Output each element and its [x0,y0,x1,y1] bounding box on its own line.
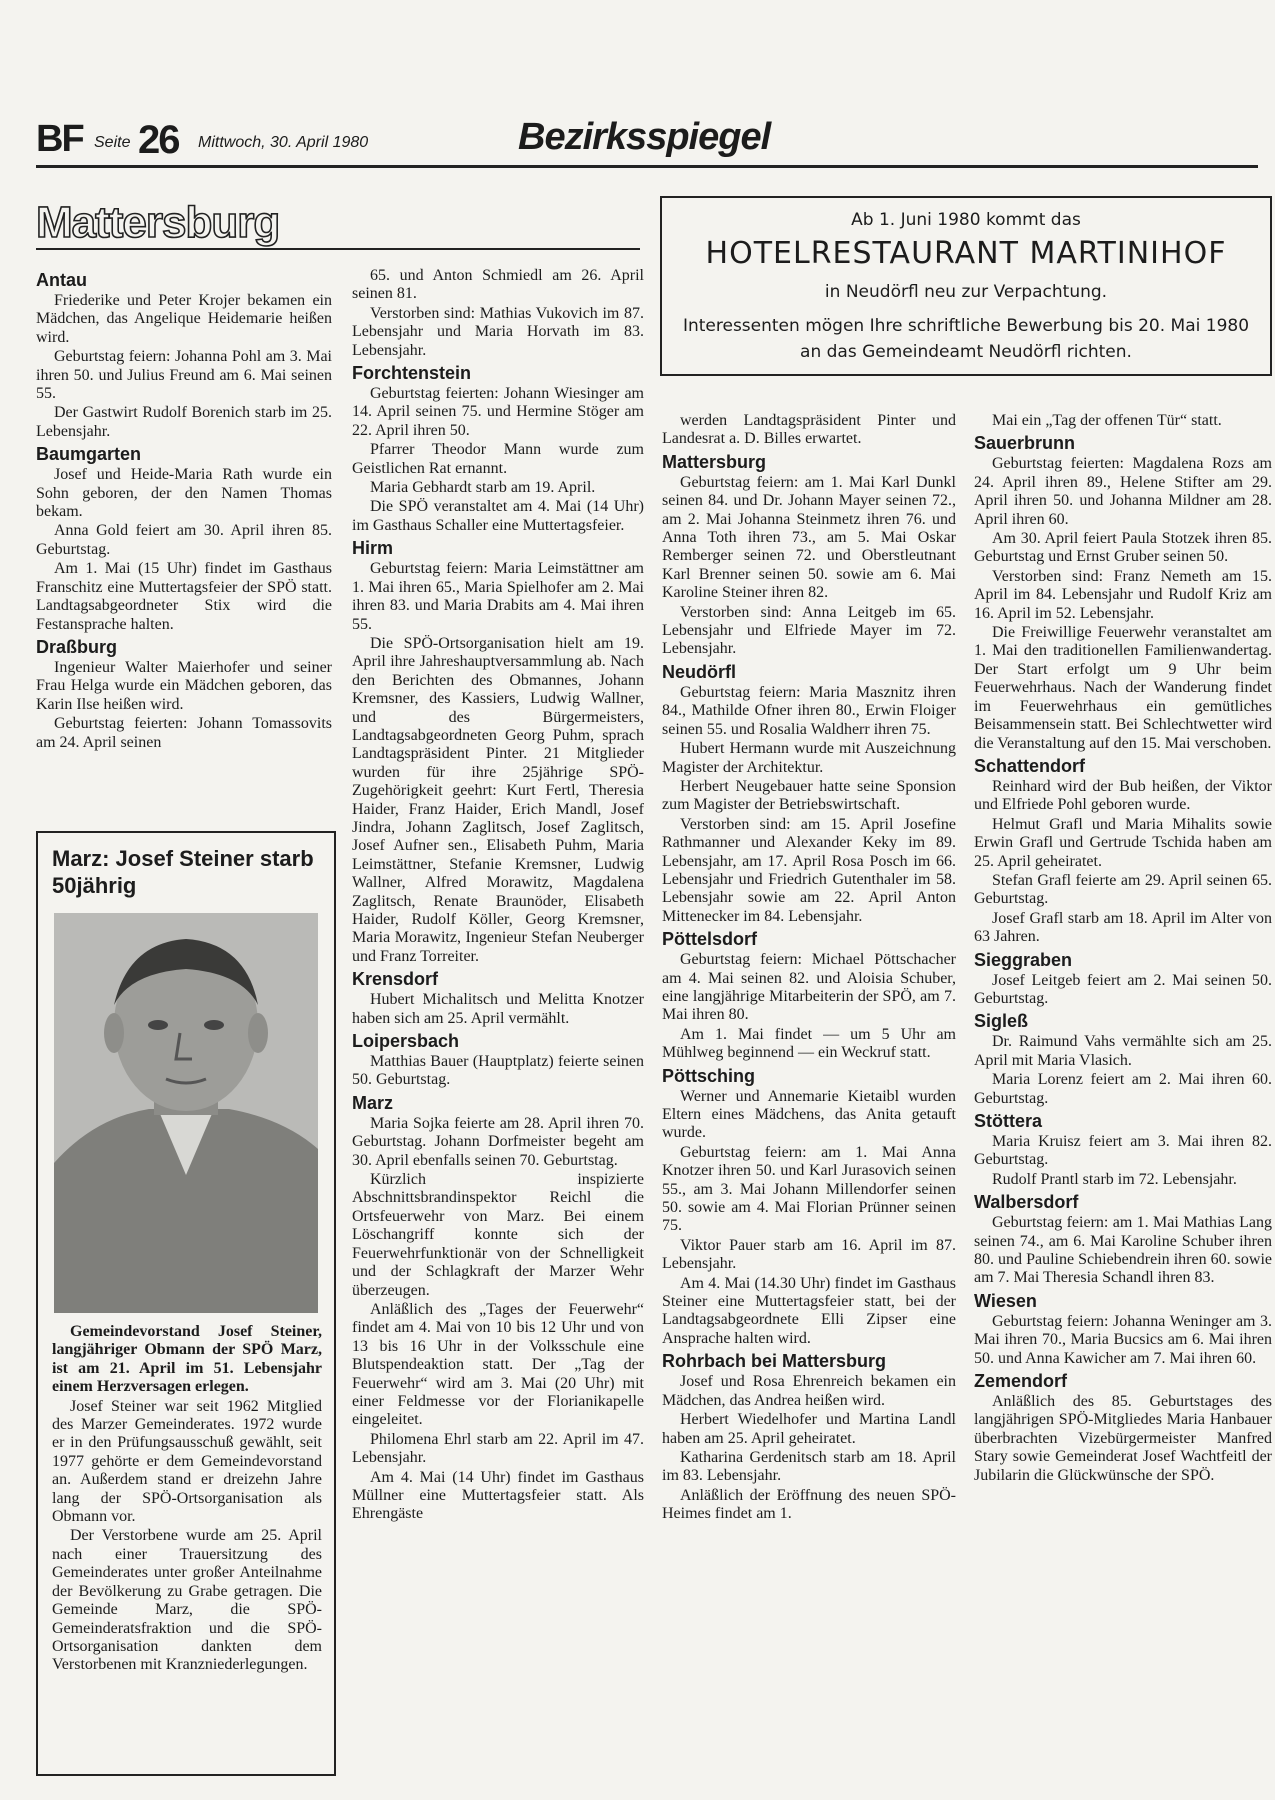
news-item: Josef Grafl starb am 18. April im Alter von 63 Jahren. [974,909,1272,946]
news-item: Geburtstag feiern: Michael Pöttschacher am 4. Mai seinen 82. und Aloisia Schuber, eine langjährige Mitarbeiterin der SPÖ, am 7. Mai ihren 80. [662,951,956,1024]
obituary-lead: Gemeindevorstand Josef Steiner, langjähriger Obmann der SPÖ Marz, ist am 21. April im 51. Lebensjahr einem Herzversagen erlegen. [52,1323,322,1396]
news-item: werden Landtagspräsident Pinter und Landesrat a. D. Billes erwartet. [662,412,956,448]
place-heading: Hirm [352,538,394,559]
news-item: Werner und Annemarie Kietaibl wurden Eltern eines Mädchens, das Anita getauft wurde. [662,1087,956,1142]
section-title: Bezirksspiegel [518,116,771,158]
news-item: Philomena Ehrl starb am 22. April im 47. Lebensjahr. [352,1430,644,1467]
news-item: Am 30. April feiert Paula Stotzek ihren 85. Geburtstag und Ernst Gruber seinen 50. [974,530,1272,566]
news-item: Verstorben sind: Franz Nemeth am 15. April im 84. Lebensjahr und Rudolf Kriz am 16. April im 52. Lebensjahr. [974,567,1272,622]
news-item: Herbert Wiedelhofer und Martina Landl haben am 25. April geheiratet. [662,1411,956,1447]
issue-date: Mittwoch, 30. April 1980 [198,134,369,151]
news-item: Stefan Grafl feierte am 29. April seinen 65. Geburtstag. [974,871,1272,908]
ad-line-3: in Neudörfl neu zur Verpachtung. [824,282,1108,302]
news-item: Die SPÖ-Ortsorganisation hielt am 19. April ihre Jahreshauptversammlung ab. Nach den Berichten des Obmannes, Johann Kremsner, des Kassiers, Ludwig Wallner, und des Bürgermeisters, Landtagsabgeordneten Georg Puhm, sprach Landtagspräsident Pinter. 21 Mitglieder wurden für ihre 25jährige SPÖ-Zugehörigkeit geehrt: Kurt Fertl, Theresia Haider, Franz Haider, Erich Mandl, Josef Jindra, Johann Zaglitsch, Josef Zaglitsch, Josef Aufner sen., Elisabeth Puhm, Maria Leimstättner, Stefanie Kremsner, Ludwig Wallner, Alfred Morawitz, Magdalena Zaglitsch, Renate Braunöder, Elisabeth Haider, Rudolf Köller, Georg Kremsner, Maria Morawitz, Ingenieur Stefan Neuberger und Franz Torreiter. [352,634,644,965]
place-heading: Forchtenstein [352,363,472,384]
news-item: Katharina Gerdenitsch starb am 18. April im 83. Lebensjahr. [662,1448,956,1485]
news-item: Herbert Neugebauer hatte seine Sponsion zum Magister der Betriebswirtschaft. [662,777,956,814]
hotel-advertisement [660,196,1272,376]
news-item: Kürzlich inspizierte Abschnittsbrandinspektor Reichl die Ortsfeuerwehr von Marz. Bei einem Löschangriff konnte sich der Feuerwehrfunktionär von der Schnelligkeit und der Schlagkraft der Marzer Wehr überzeugen. [352,1171,644,1299]
ad-line-5: an das Gemeindeamt Neudörfl richten. [800,342,1132,362]
portrait-image [54,913,318,1313]
news-item: Geburtstag feiern: Johanna Weninger am 3. Mai ihren 70., Maria Bucsics am 6. Mai ihren 50. und Anna Kawicher am 7. Mai ihren 60. [974,1312,1272,1367]
masthead-rule [36,248,640,250]
obituary-headline: Marz: Josef Steiner starb 50jährig [52,846,314,898]
news-item: Die SPÖ veranstaltet am 4. Mai (14 Uhr) im Gasthaus Schaller eine Muttertagsfeier. [352,498,644,534]
news-item: Josef Steiner war seit 1962 Mitglied des Marzer Gemeinderates. 1972 wurde er in den Prüfungsausschuß gewählt, seit 1977 gehörte er dem Gemeindevorstand an. Außerdem stand er dreizehn Jahre lang der SPÖ-Ortsorganisation als Obmann vor. [52,1397,322,1526]
news-item: Friederike und Peter Krojer bekamen ein Mädchen, das Angelique Heidemarie heißen wird. [36,292,332,346]
news-item: Geburtstag feierten: Johann Wiesinger am 14. April seinen 75. und Hermine Stöger am 22. April ihren 50. [352,385,644,439]
district-title: Mattersburg [36,198,280,247]
place-heading: Draßburg [36,636,117,657]
place-heading: Zemendorf [974,1371,1068,1392]
news-item: Geburtstag feiern: Maria Leimstättner am 1. Mai ihren 65., Maria Spielhofer am 2. Mai ihren 83. und Maria Drabits am 4. Mai ihren 55. [352,560,644,633]
news-item: Hubert Michalitsch und Melitta Knotzer haben sich am 25. April vermählt. [352,991,644,1027]
news-item: Geburtstag feierten: Magdalena Rozs am 24. April ihren 89., Helene Stifter am 29. April ihren 50. und Johanna Mildner am 28. April ihren 60. [974,455,1272,528]
place-heading: Baumgarten [36,444,142,465]
place-heading: Antau [36,270,87,290]
news-item: Dr. Raimund Vahs vermählte sich am 25. April mit Maria Vlasich. [974,1033,1272,1069]
ad-line-4: Interessenten mögen Ihre schriftliche Bewerbung bis 20. Mai 1980 [682,316,1250,336]
news-item: Helmut Grafl und Maria Mihalits sowie Erwin Grafl und Gertrude Tschida haben am 25. April geheiratet. [974,815,1272,870]
news-item: Am 1. Mai (15 Uhr) findet im Gasthaus Franschitz eine Muttertagsfeier der SPÖ statt. Landtagsabgeordneter Stix wird die Festansprache halten. [36,560,332,633]
news-item: Matthias Bauer (Hauptplatz) feierte seinen 50. Geburtstag. [352,1053,644,1089]
page-label: Seite [94,134,131,151]
column-2 [352,267,644,1525]
news-item: Geburtstag feiern: Maria Masznitz ihren 84., Mathilde Ofner ihren 80., Erwin Floiger seinen 55. und Rosalia Waldherr ihren 75. [662,683,956,738]
place-heading: Walbersdorf [974,1192,1079,1213]
news-item: Am 1. Mai findet — um 5 Uhr am Mühlweg beginnend — ein Weckruf statt. [662,1025,956,1062]
news-item: Anläßlich des „Tages der Feuerwehr“ findet am 4. Mai von 10 bis 12 Uhr und von 13 bis 16 Uhr in der Volksschule eine Blutspendeaktion statt. Der „Tag der Feuerwehr“ wird am 3. Mai (20 Uhr) mit einer Feldmesse vor der Florianikapelle eingeleitet. [352,1300,644,1429]
news-item: Anläßlich des 85. Geburtstages des langjährigen SPÖ-Mitgliedes Maria Hanbauer überbrachten Vizebürgermeister Manfred Stary sowie Gemeinderat Josef Wachtfeitl der Jubilarin die Glückwünsche der SPÖ. [974,1393,1272,1484]
news-item: Josef und Heide-Maria Rath wurde ein Sohn geboren, der den Namen Thomas bekam. [36,466,332,521]
news-item: Verstorben sind: Anna Leitgeb im 65. Lebensjahr und Elfriede Mayer im 72. Lebensjahr. [662,603,956,658]
news-item: Die Freiwillige Feuerwehr veranstaltet am 1. Mai den traditionellen Familienwandertag. Der Start erfolgt um 9 Uhr beim Feuerwehrhaus. Nach der Wanderung findet im Feuerwehrhaus ein gemütliches Beisammensein statt. Bei Schlechtwetter wird die Veranstaltung auf den 15. Mai verschoben. [974,624,1272,752]
news-item: Maria Lorenz feiert am 2. Mai ihren 60. Geburtstag. [974,1071,1272,1107]
ad-hotel-name: HOTELRESTAURANT MARTINIHOF [705,236,1227,271]
news-item: Am 4. Mai (14 Uhr) findet im Gasthaus Müllner eine Muttertagsfeier statt. Als Ehrengäste [352,1468,644,1523]
place-heading: Schattendorf [974,755,1086,776]
page-number: 26 [138,118,179,162]
news-item: Reinhard wird der Bub heißen, der Viktor und Elfriede Pohl geboren wurde. [974,777,1272,814]
news-item: Verstorben sind: Mathias Vukovich im 87. Lebensjahr und Maria Horvath im 83. Lebensjahr. [352,304,644,359]
news-item: Verstorben sind: am 15. April Josefine Rathmanner und Alexander Keky im 89. Lebensjahr, am 17. April Rosa Posch im 66. Lebensjahr und Friedrich Gutenthaler im 58. Lebensjahr sowie am 22. April Anton Mittenecker im 84. Lebensjahr. [662,815,956,925]
news-item: Josef Leitgeb feiert am 2. Mai seinen 50. Geburtstag. [974,971,1272,1007]
newspaper-logo: BF [36,118,83,160]
news-item: Viktor Pauer starb am 16. April im 87. Lebensjahr. [662,1236,956,1273]
news-item: Hubert Hermann wurde mit Auszeichnung Magister der Architektur. [662,740,956,776]
column-4 [974,412,1272,1486]
place-heading: Wiesen [974,1290,1037,1311]
obituary-box [36,831,336,1776]
news-item: Maria Sojka feierte am 28. April ihren 70. Geburtstag. Johann Dorfmeister begeht am 30. April ebenfalls seinen 70. Geburtstag. [352,1114,644,1169]
page-header [36,110,1258,166]
news-item: Anna Gold feiert am 30. April ihren 85. Geburtstag. [36,522,332,558]
place-heading: Sauerbrunn [974,433,1076,454]
column-1 [36,267,332,753]
place-heading: Krensdorf [352,969,439,990]
news-item: Ingenieur Walter Maierhofer und seiner Frau Helga wurde ein Mädchen geboren, das Karin Ilse heißen wird. [36,658,332,713]
news-item: Josef und Rosa Ehrenreich bekamen ein Mädchen, das Andrea heißen wird. [662,1373,956,1409]
obituary-text [52,1323,322,1676]
news-item: Maria Gebhardt starb am 19. April. [370,479,596,497]
news-item: Maria Kruisz feiert am 3. Mai ihren 82. Geburtstag. [974,1133,1272,1169]
news-item: Pfarrer Theodor Mann wurde zum Geistlichen Rat ernannt. [352,441,644,477]
place-heading: Stöttera [974,1111,1043,1131]
news-item: Der Gastwirt Rudolf Borenich starb im 25. Lebensjahr. [36,404,332,440]
place-heading: Neudörfl [662,661,736,682]
news-item: Geburtstag feiern: Johanna Pohl am 3. Mai ihren 50. und Julius Freund am 6. Mai seinen 55. [36,348,332,403]
place-heading: Sigleß [974,1011,1029,1032]
header-rule [36,165,1258,168]
news-item: 65. und Anton Schmiedl am 26. April seinen 81. [352,267,644,303]
place-heading: Sieggraben [974,949,1073,970]
place-heading: Marz [352,1092,394,1113]
place-heading: Pöttelsdorf [662,929,758,950]
column-3 [662,412,956,1525]
portrait-photo [54,913,318,1313]
news-item: Anläßlich der Eröffnung des neuen SPÖ-Heimes findet am 1. [662,1486,956,1523]
news-item: Rudolf Prantl starb im 72. Lebensjahr. [992,1170,1237,1188]
place-heading: Rohrbach bei Mattersburg [662,1351,887,1372]
place-heading: Pöttsching [662,1065,755,1086]
district-masthead [36,198,640,250]
place-heading: Loipersbach [352,1031,460,1052]
news-item: Geburtstag feiern: am 1. Mai Anna Knotzer ihren 50. und Karl Jurasovich seinen 55., am 3. Mai Johann Millendorfer seinen 50. sowie am 4. Mai Florian Prünner seinen 75. [662,1143,956,1235]
news-item: Der Verstorbene wurde am 25. April nach einer Trauersitzung des Gemeinderates unter großer Anteilnahme der Bevölkerung zu Grabe getragen. Die Gemeinde Marz, die SPÖ-Gemeinderatsfraktion und die SPÖ-Ortsorganisation dankten dem Verstorbenen mit Kranzniederlegungen. [52,1527,322,1674]
news-item: Geburtstag feiern: am 1. Mai Mathias Lang seinen 74., am 6. Mai Karoline Schuber ihren 80. und Pauline Schiebendrein ihren 60. sowie am 7. Mai Theresia Schandl ihren 83. [974,1214,1272,1287]
news-item: Geburtstag feiern: am 1. Mai Karl Dunkl seinen 84. und Dr. Johann Mayer seinen 72., am 2. Mai Johanna Steinmetz ihren 76. und Anna Toth ihren 73., am 5. Mai Oskar Remberger seinen 72. und Oberstleutnant Karl Brenner seinen 50. sowie am 6. Mai Karoline Steiner ihren 82. [662,473,956,602]
news-item: Am 4. Mai (14.30 Uhr) findet im Gasthaus Steiner eine Muttertagsfeier statt, bei der Landtagsabgeordnete Elli Zipser eine Ansprache halten wird. [662,1274,956,1347]
ad-line-1: Ab 1. Juni 1980 kommt das [851,210,1081,230]
news-item: Mai ein „Tag der offenen Tür“ statt. [992,412,1222,429]
place-heading: Mattersburg [662,451,767,472]
news-item: Geburtstag feierten: Johann Tomassovits am 24. April seinen [36,715,332,751]
